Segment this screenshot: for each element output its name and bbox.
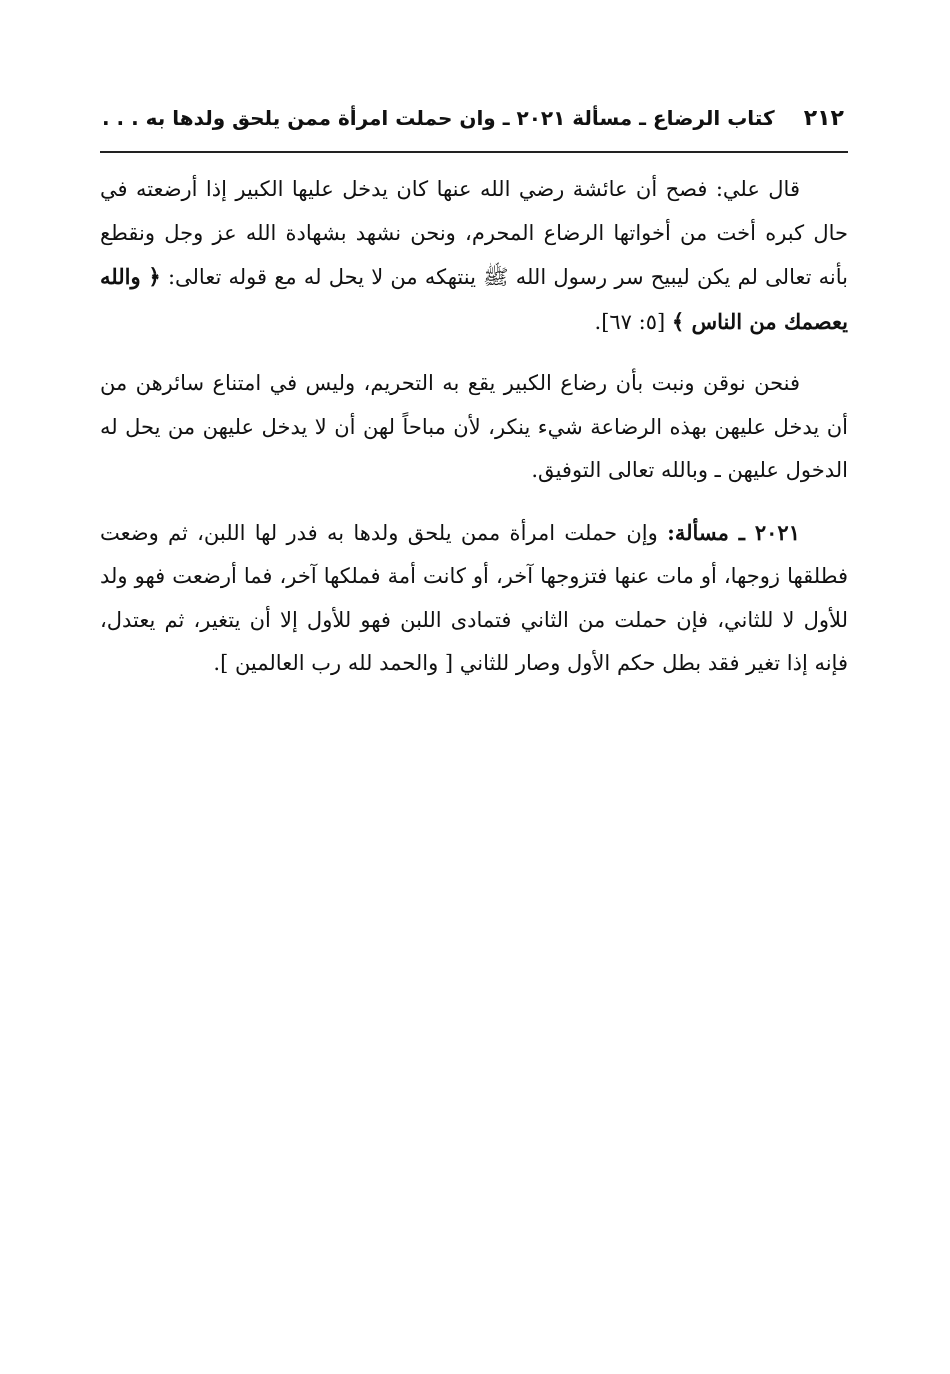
paragraph-3 [100, 511, 848, 686]
running-title: كتاب الرضاع ـ مسألة ٢٠٢١ ـ وان حملت امرأة ممن يلحق ولدها به . . . [102, 106, 775, 130]
issue-heading: ٢٠٢١ ـ مسألة: [667, 519, 800, 545]
quran-quote: ﴿ والله يعصمك من الناس ﴾ [100, 264, 848, 334]
header-divider [100, 151, 848, 153]
paragraph-1 [100, 168, 848, 344]
paragraph-1-text: قال علي: فصح أن عائشة رضي الله عنها كان يدخل عليها الكبير إذا أرضعته في حال كبره أخت من أخواتها الرضاع المحرم، ونحن نشهد بشهادة الله عز وجل ونقطع بأنه تعالى لم يكن ليبيح سر رسول الله ﷺ ينتهكه من لا يحل له مع قوله تعالى: [100, 177, 848, 289]
page-header [100, 98, 848, 138]
page-number: ٢١٢ [803, 105, 844, 131]
page-body [100, 168, 848, 704]
paragraph-2: فنحن نوقن ونبت بأن رضاع الكبير يقع به التحريم، وليس في امتناع سائرهن من أن يدخل عليهن بهذه الرضاعة شيء ينكر، لأن مباحاً لهن أن لا يدخل عليهن من يحل له الدخول عليهن ـ وبالله تعالى التوفيق. [100, 371, 848, 482]
quran-reference: [٥: ٦٧]. [594, 309, 672, 334]
paragraph-3-text: وإن حملت امرأة ممن يلحق ولدها به فدر لها اللبن، ثم وضعت فطلقها زوجها، أو مات عنها فتزوجها آخر، أو كانت أمة فملكها آخر، فما أرضعت فهو ولد للأول لا للثاني، فإن حملت من الثاني فتمادى اللبن فهو للأول إلا أن يتغير، ثم يعتدل، فإنه إذا تغير فقد بطل حكم الأول وصار للثاني [ والحمد لله رب العالمين ]. [100, 520, 848, 675]
